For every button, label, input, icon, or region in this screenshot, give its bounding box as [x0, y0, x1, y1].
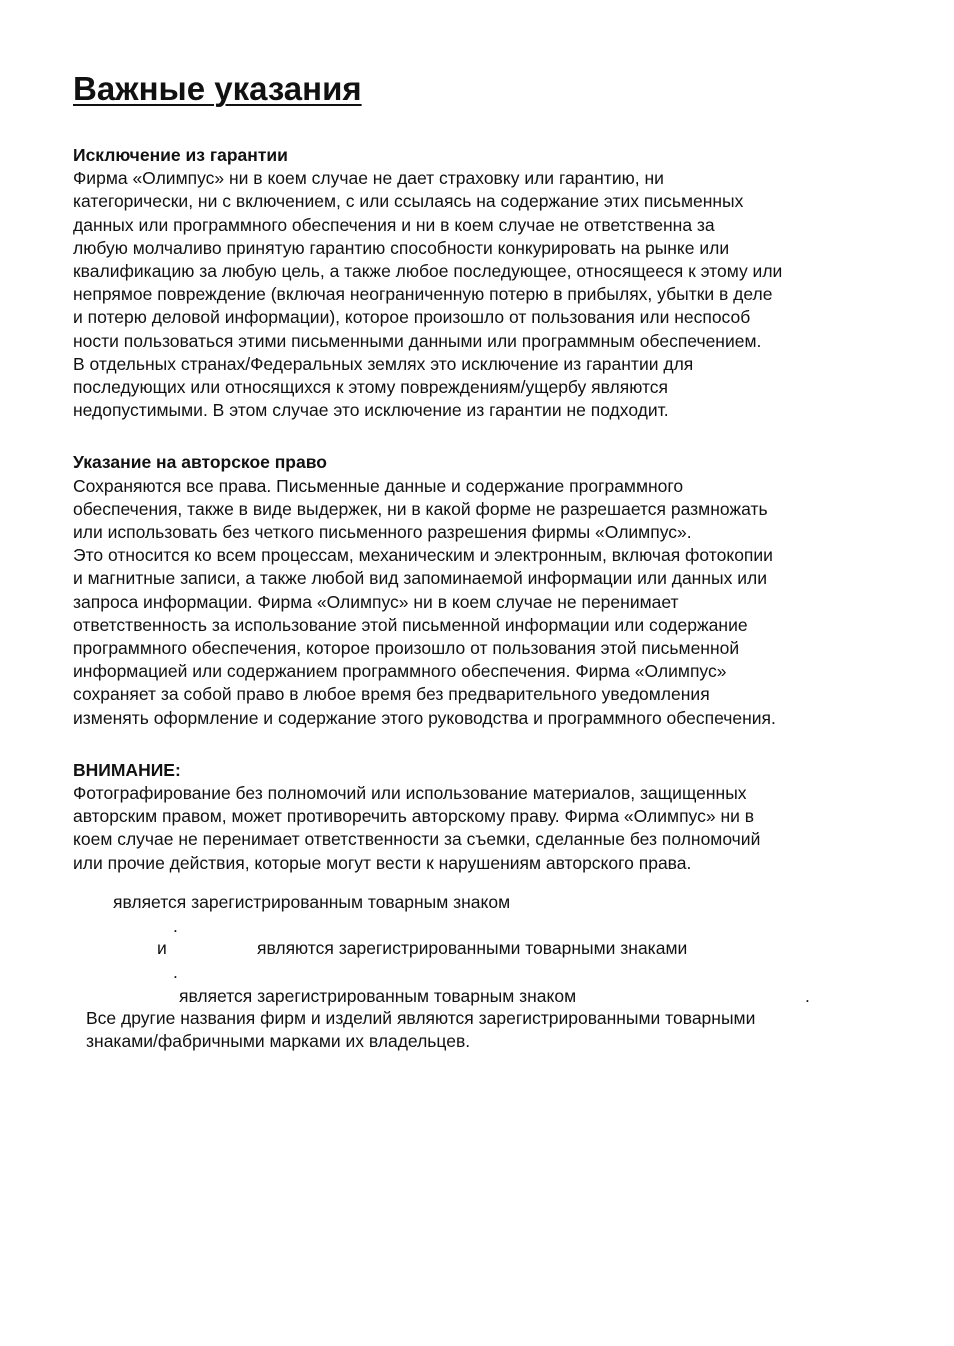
trademark-dot-1: .	[173, 916, 178, 936]
trademark-dot-3: .	[805, 986, 810, 1006]
trademark-line-2-and: и	[157, 938, 167, 958]
section-heading: Исключение из гарантии	[73, 145, 288, 165]
section-body: Фирма «Олимпус» ни в коем случае не дает страховку или гарантию, ни категорически, ни с включением, с или ссылаясь на содержание этих письменных данных или программного обеспечения и ни в коем случае не ответственна за любую молчаливо принятую гарантию способности конкурировать на рынке или квалификацию за любую цель, а также любое последующее, относящееся к этому или непрямое повреждение (включая неограниченную потерю в прибылях, убытки в деле и потерю деловой информации), которое произошло от пользования или неспособ ности пользоваться этими письменными данными или программным обеспечением. В отдельных странах/Федеральных землях это исключение из гарантии для последующих или относящихся к этому повреждениям/ущербу являются недопустимыми. В этом случае это исключение из гарантии не подходит.	[73, 168, 783, 421]
copyright-section	[73, 451, 893, 729]
section-body: Сохраняются все права. Письменные данные и содержание программного обеспечения, также в виде выдержек, ни в какой форме не разрешается размножать или использовать без четкого письменного разрешения фирмы «Олимпус». Это относится ко всем процессам, механическим и электронным, включая фотокопии и магнитные записи, а также любой вид запоминаемой информации или данных или запроса информации. Фирма «Олимпус» ни в коем случае не перенимает ответственность за использование этой письменной информации или содержание программного обеспечения, которое произошло от пользования этой письменной информацией или содержанием программного обеспечения. Фирма «Олимпус» сохраняет за собой право в любое время без предварительного уведомления изменять оформление и содержание этого руководства и программного обеспечения.	[73, 475, 776, 728]
other-trademarks-note: Все другие названия фирм и изделий являются зарегистрированными товарными знаками/фабричными марками их владельцев.	[86, 1008, 756, 1052]
trademark-line-2: являются зарегистрированными товарными знаками	[257, 938, 688, 958]
attention-section	[73, 759, 893, 875]
page-title: Важные указания	[73, 70, 362, 107]
warranty-exclusion-section	[73, 144, 893, 422]
document-page	[73, 64, 893, 904]
section-body: Фотографирование без полномочий или использование материалов, защищенных авторским правом, может противоречить авторскому праву. Фирма «Олимпус» ни в коем случае не перенимает ответственности за съемки, сделанные без полномочий или прочие действия, которые могут вести к нарушениям авторского права.	[73, 783, 761, 873]
trademark-line-1: является зарегистрированным товарным знаком	[113, 892, 511, 912]
trademark-line-3: является зарегистрированным товарным знаком	[179, 986, 577, 1006]
trademark-dot-2: .	[173, 962, 178, 982]
section-heading: Указание на авторское право	[73, 452, 327, 473]
section-heading: ВНИМАНИЕ:	[73, 759, 181, 780]
